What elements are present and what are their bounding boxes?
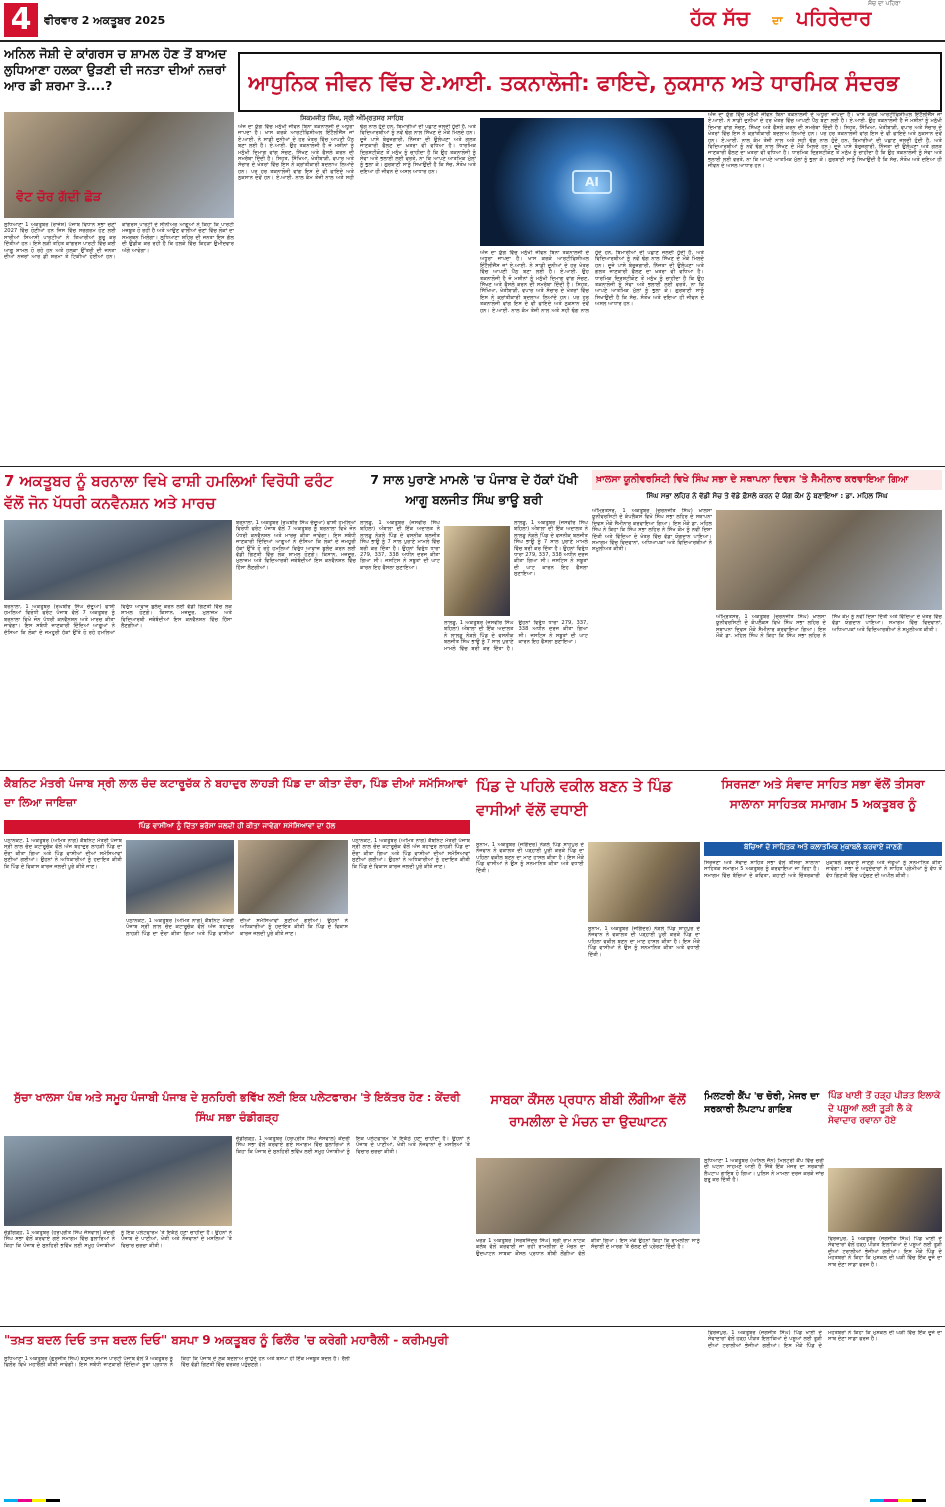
story6-headline: ਪਿੰਡ ਦੇ ਪਹਿਲੇ ਵਕੀਲ ਬਣਨ ਤੇ ਪਿੰਡ ਵਾਸੀਆਂ ਵੱਲੋਂ ਵਧਾਈ (476, 777, 673, 819)
issue-date: ਵੀਰਵਾਰ 2 ਅਕਤੂਬਰ 2025 (44, 14, 166, 27)
story1-headline: ਅਨਿਲ ਜੋਸ਼ੀ ਦੇ ਕਾਂਗਰਸ ਚ ਸ਼ਾਮਲ ਹੋਣ ਤੋਂ ਬਾਅਦ ਲੁਧਿਆਣਾ ਹਲਕਾ ਉੜਣੀ ਦੀ ਜਨਤਾ ਦੀਆਂ ਨਜ਼ਰਾਂ ਆਰ ਡੀ ਸ਼ਰਮਾ ਤੇ....? (4, 46, 227, 93)
story9-photo (476, 1158, 700, 1234)
feature-ai-chip (572, 170, 612, 194)
story7-subhead-band (704, 842, 942, 856)
registration-bar-left (4, 1492, 94, 1502)
story2-photo (4, 520, 232, 600)
story11-headline: ਪਿੰਡ ਖਾਈ ਤੋਂ ਹੜ੍ਹ ਪੀੜਤ ਇਲਾਕੇ ਦੇ ਪਸ਼ੂਆਂ ਲਈ ਤੂੜੀ ਲੈ ਕੇ ਸੇਵਾਦਾਰ ਰਵਾਨਾ ਹੋਏ (828, 1091, 941, 1126)
feature-ai-image (480, 118, 704, 246)
section-rule-2 (0, 770, 945, 771)
story1-photo (4, 112, 234, 218)
story1-body: ਲੁਧਿਆਣਾ 1 ਅਕਤੂਬਰ (ਰਾਜੇਸ਼) ਪੰਜਾਬ ਵਿਧਾਨ ਸਭਾ ਚੋਣਾਂ 2027 ਵਿੱਚ ਹੋਣੀਆਂ ਹਨ ਜਿਸ ਵਿੱਚ ਸਰਗਰਮ ਹੋਣ ਲਈ ਸਾਰੀਆਂ ਸਿਆਸੀ ਪਾਰਟੀਆਂ ਨੇ ਤਿਆਰੀਆਂ ਸ਼ੁਰੂ ਕਰ ਦਿੱਤੀਆਂ ਹਨ। ਇਸੇ ਲੜੀ ਤਹਿਤ ਕਾਂਗਰਸ ਪਾਰਟੀ ਵਿੱਚ ਕਈ ਆਗੂ ਸ਼ਾਮਲ ਹੋ ਰਹੇ ਹਨ ਅਤੇ ਹਲਕਾ ਉੱਤਰੀ ਦੀ ਜਨਤਾ ਦੀਆਂ ਨਜ਼ਰਾਂ ਆਰ ਡੀ ਸ਼ਰਮਾ ਤੇ ਟਿਕੀਆਂ ਹੋਈਆਂ ਹਨ। ਕਾਂਗਰਸ ਪਾਰਟੀ ਦੇ ਸੀਨੀਅਰ ਆਗੂਆਂ ਨੇ ਕਿਹਾ ਕਿ ਪਾਰਟੀ ਮਜ਼ਬੂਤ ਹੋ ਰਹੀ ਹੈ ਅਤੇ ਆਉਣ ਵਾਲੀਆਂ ਚੋਣਾਂ ਵਿੱਚ ਲੋਕਾਂ ਦਾ ਸਮਰਥਨ ਮਿਲੇਗਾ। ਲੁਧਿਆਣਾ ਸ਼ਹਿਰ ਦੀ ਜਨਤਾ ਇਸ ਗੱਲ ਦੀ ਉਡੀਕ ਕਰ ਰਹੀ ਹੈ ਕਿ ਹਲਕੇ ਵਿੱਚ ਕਿਹੜਾ ਉਮੀਦਵਾਰ ਅੱਗੇ ਆਵੇਗਾ। (4, 222, 234, 261)
story3-body-side: ਲਾਲੜੂ, 1 ਅਕਤੂਬਰ (ਜਸਵੀਰ ਸਿੰਘ ਬਹਿਲਾ) ਅੰਬਾਲਾ ਦੀ ਇੱਕ ਅਦਾਲਤ ਨੇ ਲਾਲੜੂ ਨੇੜਲੇ ਪਿੰਡ ਦੇ ਵਸਨੀਕ ਬਲਜੀਤ ਸਿੰਘ ਭਾਊ ਨੂੰ 7 ਸਾਲ ਪੁਰਾਣੇ ਮਾਮਲੇ ਵਿੱਚ ਬਰੀ ਕਰ ਦਿੱਤਾ ਹੈ। ਉਹਨਾਂ ਵਿਰੁੱਧ ਧਾਰਾ 279, 337, 338 ਅਧੀਨ ਦਰਜ ਕੀਤਾ ਗਿਆ ਸੀ। ਜਸਟਿਸ ਨੇ ਸਬੂਤਾਂ ਦੀ ਘਾਟ ਕਾਰਨ ਇਹ ਫੈਸਲਾ ਸੁਣਾਇਆ। (514, 520, 588, 578)
story4-body-cont: ਅੰਮ੍ਰਿਤਸਰ, 1 ਅਕਤੂਬਰ (ਚਰਨਜੀਤ ਸਿੰਘ) ਖ਼ਾਲਸਾ ਯੂਨੀਵਰਸਿਟੀ ਦੇ ਕੰਪਲੈਕਸ ਵਿਖੇ ਸਿੰਘ ਸਭਾ ਲਹਿਰ ਦੇ ਸਥਾਪਨਾ ਦਿਵਸ ਮੌਕੇ ਸੈਮੀਨਾਰ ਕਰਵਾਇਆ ਗਿਆ। ਇਸ ਮੌਕੇ ਡਾ. ਮਹਿਲ ਸਿੰਘ ਨੇ ਕਿਹਾ ਕਿ ਸਿੰਘ ਸਭਾ ਲਹਿਰ ਨੇ ਸਿੱਖ ਕੌਮ ਨੂੰ ਨਵੀਂ ਦਿਸ਼ਾ ਦਿੱਤੀ ਅਤੇ ਵਿੱਦਿਆ ਦੇ ਖੇਤਰ ਵਿੱਚ ਵੱਡਾ ਯੋਗਦਾਨ ਪਾਇਆ। ਸਮਾਗਮ ਵਿੱਚ ਵਿਦਵਾਨਾਂ, ਅਧਿਆਪਕਾਂ ਅਤੇ ਵਿਦਿਆਰਥੀਆਂ ਨੇ ਸ਼ਮੂਲੀਅਤ ਕੀਤੀ। (716, 614, 942, 640)
story11-body: ਫਿਰੋਜ਼ਪੁਰ, 1 ਅਕਤੂਬਰ (ਜਗਜੀਤ ਸਿੰਘ) ਪਿੰਡ ਖਾਈ ਦੇ ਸੇਵਾਦਾਰਾਂ ਵੱਲੋਂ ਹੜ੍ਹ ਪੀੜਤ ਇਲਾਕਿਆਂ ਦੇ ਪਸ਼ੂਆਂ ਲਈ ਤੂੜੀ ਦੀਆਂ ਟਰਾਲੀਆਂ ਭੇਜੀਆਂ ਗਈਆਂ। ਇਸ ਮੌਕੇ ਪਿੰਡ ਦੇ ਮੋਹਤਬਰਾਂ ਨੇ ਕਿਹਾ ਕਿ ਮੁਸ਼ਕਲ ਦੀ ਘੜੀ ਵਿੱਚ ਇੱਕ ਦੂਜੇ ਦਾ ਸਾਥ ਦੇਣਾ ਸਾਡਾ ਫਰਜ਼ ਹੈ। (828, 1236, 942, 1268)
story3-photo (444, 526, 510, 616)
story1-photo-caption: ਵੋਟ ਚੋਰ ਗੱਦੀ ਛੋੜ (16, 190, 102, 205)
story5-body-cont: ਪਠਾਨਕੋਟ, 1 ਅਕਤੂਬਰ (ਅਮਿਤ ਨਾਗ) ਕੈਬਨਿਟ ਮੰਤਰੀ ਪੰਜਾਬ ਸ੍ਰੀ ਲਾਲ ਚੰਦ ਕਟਾਰੂਚੱਕ ਵੱਲੋਂ ਅੱਜ ਬਹਾਦੁਰ ਲਾਹੜੀ ਪਿੰਡ ਦਾ ਦੌਰਾ ਕੀਤਾ ਗਿਆ ਅਤੇ ਪਿੰਡ ਵਾਸੀਆਂ ਦੀਆਂ ਸਮੱਸਿਆਵਾਂ ਸੁਣੀਆਂ ਗਈਆਂ। ਉਹਨਾਂ ਨੇ ਅਧਿਕਾਰੀਆਂ ਨੂੰ ਹਦਾਇਤ ਕੀਤੀ ਕਿ ਪਿੰਡ ਦੇ ਵਿਕਾਸ ਕਾਰਜ ਜਲਦੀ ਪੂਰੇ ਕੀਤੇ ਜਾਣ। (126, 918, 348, 937)
feature-body-right: ਅੱਜ ਦਾ ਯੁੱਗ ਵਿੱਚ ਮਨੁੱਖੀ ਜੀਵਨ ਬਿਨਾ ਤਕਨਾਲੋਜੀ ਦੇ ਅਧੂਰਾ ਜਾਪਦਾ ਹੈ। ਖਾਸ ਕਰਕੇ ਆਰਟੀਫਿਸ਼ੀਅਲ ਇੰਟੈਲੀਜੈਂਸ ਜਾਂ ਏ.ਆਈ. ਨੇ ਸਾਡੀ ਦੁਨੀਆਂ ਦੇ ਹਰ ਖੇਤਰ ਵਿੱਚ ਆਪਣੀ ਪੈਂਠ ਬਣਾ ਲਈ ਹੈ। ਏ.ਆਈ. ਉਹ ਤਕਨਾਲੋਜੀ ਹੈ ਜੋ ਮਸ਼ੀਨਾਂ ਨੂੰ ਮਨੁੱਖੀ ਦਿਮਾਗ ਵਾਂਗ ਸੋਚਣ, ਸਿੱਖਣ ਅਤੇ ਫੈਸਲੇ ਕਰਨ ਦੀ ਸਮਰੱਥਾ ਦਿੰਦੀ ਹੈ। ਸਿਹਤ, ਸਿੱਖਿਆ, ਖੇਤੀਬਾੜੀ, ਵਪਾਰ ਅਤੇ ਸੰਚਾਰ ਦੇ ਖੇਤਰਾਂ ਵਿੱਚ ਇਸ ਨੇ ਕ੍ਰਾਂਤੀਕਾਰੀ ਬਦਲਾਅ ਲਿਆਂਦੇ ਹਨ। ਪਰ ਹਰ ਤਕਨਾਲੋਜੀ ਵਾਂਗ ਇਸ ਦੇ ਵੀ ਫਾਇਦੇ ਅਤੇ ਨੁਕਸਾਨ ਦੋਵੇਂ ਹਨ। ਏ.ਆਈ. ਨਾਲ ਕੰਮ ਤੇਜ਼ੀ ਨਾਲ ਅਤੇ ਸਹੀ ਢੰਗ ਨਾਲ ਹੁੰਦੇ ਹਨ, ਬਿਮਾਰੀਆਂ ਦੀ ਪਛਾਣ ਜਲਦੀ ਹੁੰਦੀ ਹੈ, ਅਤੇ ਵਿਦਿਆਰਥੀਆਂ ਨੂੰ ਨਵੇਂ ਢੰਗ ਨਾਲ ਸਿੱਖਣ ਦੇ ਮੌਕੇ ਮਿਲਦੇ ਹਨ। ਦੂਜੇ ਪਾਸੇ ਬੇਰੁਜ਼ਗਾਰੀ, ਨਿੱਜਤਾ ਦੀ ਉਲੰਘਣਾ ਅਤੇ ਗਲਤ ਜਾਣਕਾਰੀ ਫੈਲਣ ਦਾ ਖ਼ਤਰਾ ਵੀ ਵਧਿਆ ਹੈ। ਧਾਰਮਿਕ ਦ੍ਰਿਸ਼ਟੀਕੋਣ ਤੋਂ ਮਨੁੱਖ ਨੂੰ ਚਾਹੀਦਾ ਹੈ ਕਿ ਉਹ ਤਕਨਾਲੋਜੀ ਨੂੰ ਸੇਵਾ ਅਤੇ ਭਲਾਈ ਲਈ ਵਰਤੇ, ਨਾ ਕਿ ਆਪਣੇ ਆਤਮਿਕ ਮੁੱਲਾਂ ਨੂੰ ਭੁਲਾ ਕੇ। ਗੁਰਬਾਣੀ ਸਾਨੂੰ ਸਿਖਾਉਂਦੀ ਹੈ ਕਿ ਸੱਚ, ਸੰਤੋਖ ਅਤੇ ਦਇਆ ਹੀ ਜੀਵਨ ਦੇ ਅਸਲ ਆਧਾਰ ਹਨ। (708, 112, 942, 170)
masthead-top: ਹੱਕ ਸੱਚ (690, 6, 750, 30)
feature-ai-label: AI (585, 175, 599, 189)
story8-body: ਚੰਡੀਗੜ੍ਹ, 1 ਅਕਤੂਬਰ (ਹਰਪ੍ਰੀਤ ਸਿੰਘ ਜੱਸੋਵਾਲ) ਕੇਂਦਰੀ ਸਿੰਘ ਸਭਾ ਵੱਲੋਂ ਕਰਵਾਏ ਗਏ ਸਮਾਗਮ ਵਿੱਚ ਬੁਲਾਰਿਆਂ ਨੇ ਕਿਹਾ ਕਿ ਪੰਜਾਬ ਦੇ ਸੁਨਹਿਰੀ ਭਵਿੱਖ ਲਈ ਸਮੂਹ ਪੰਜਾਬੀਆਂ ਨੂੰ ਇਕ ਪਲੇਟਫਾਰਮ 'ਤੇ ਇਕੱਠੇ ਹੋਣਾ ਚਾਹੀਦਾ ਹੈ। ਉਹਨਾਂ ਨੇ ਪੰਜਾਬ ਦੇ ਪਾਣੀਆਂ, ਖੇਤੀ ਅਤੇ ਨੌਜਵਾਨਾਂ ਦੇ ਮਸਲਿਆਂ 'ਤੇ ਵਿਚਾਰ ਚਰਚਾ ਕੀਤੀ। (4, 1230, 232, 1249)
story3-body: ਲਾਲੜੂ, 1 ਅਕਤੂਬਰ (ਜਸਵੀਰ ਸਿੰਘ ਬਹਿਲਾ) ਅੰਬਾਲਾ ਦੀ ਇੱਕ ਅਦਾਲਤ ਨੇ ਲਾਲੜੂ ਨੇੜਲੇ ਪਿੰਡ ਦੇ ਵਸਨੀਕ ਬਲਜੀਤ ਸਿੰਘ ਭਾਊ ਨੂੰ 7 ਸਾਲ ਪੁਰਾਣੇ ਮਾਮਲੇ ਵਿੱਚ ਬਰੀ ਕਰ ਦਿੱਤਾ ਹੈ। ਉਹਨਾਂ ਵਿਰੁੱਧ ਧਾਰਾ 279, 337, 338 ਅਧੀਨ ਦਰਜ ਕੀਤਾ ਗਿਆ ਸੀ। ਜਸਟਿਸ ਨੇ ਸਬੂਤਾਂ ਦੀ ਘਾਟ ਕਾਰਨ ਇਹ ਫੈਸਲਾ ਸੁਣਾਇਆ। (360, 520, 440, 571)
story3-headline: 7 ਸਾਲ ਪੁਰਾਣੇ ਮਾਮਲੇ 'ਚ ਪੰਜਾਬ ਦੇ ਹੱਕਾਂ ਪੱਖੀ ਆਗੂ ਬਲਜੀਤ ਸਿੰਘ ਭਾਊ ਬਰੀ (370, 472, 578, 507)
story12-side-col: ਫਿਰੋਜ਼ਪੁਰ, 1 ਅਕਤੂਬਰ (ਜਗਜੀਤ ਸਿੰਘ) ਪਿੰਡ ਖਾਈ ਦੇ ਸੇਵਾਦਾਰਾਂ ਵੱਲੋਂ ਹੜ੍ਹ ਪੀੜਤ ਇਲਾਕਿਆਂ ਦੇ ਪਸ਼ੂਆਂ ਲਈ ਤੂੜੀ ਦੀਆਂ ਟਰਾਲੀਆਂ ਭੇਜੀਆਂ ਗਈਆਂ। ਇਸ ਮੌਕੇ ਪਿੰਡ ਦੇ ਮੋਹਤਬਰਾਂ ਨੇ ਕਿਹਾ ਕਿ ਮੁਸ਼ਕਲ ਦੀ ਘੜੀ ਵਿੱਚ ਇੱਕ ਦੂਜੇ ਦਾ ਸਾਥ ਦੇਣਾ ਸਾਡਾ ਫਰਜ਼ ਹੈ। (708, 1330, 942, 1349)
story8-headline: ਸੁੱਚਾ ਖਾਲਸਾ ਪੰਥ ਅਤੇ ਸਮੂਹ ਪੰਜਾਬੀ ਪੰਜਾਬ ਦੇ ਸੁਨਹਿਰੀ ਭਵਿੱਖ ਲਈ ਇਕ ਪਲੇਟਫਾਰਮ 'ਤੇ ਇਕੱਤਰ ਹੋਣ : ਕੇਂਦਰੀ ਸਿੰਘ ਸਭਾ ਚੰਡੀਗੜ੍ਹ (13, 1091, 461, 1124)
story10-headline: ਮਿਲਟਰੀ ਕੈਂਪ 'ਚ ਚੋਰੀ, ਮੇਜਰ ਦਾ ਸਰਕਾਰੀ ਲੈਪਟਾਪ ਗਾਇਬ (704, 1091, 820, 1115)
story9-headline: ਸਾਬਕਾ ਕੌਂਸਲ ਪ੍ਰਧਾਨ ਬੀਬੀ ਲੌਂਗੀਆ ਵੱਲੋਂ ਰਾਮਲੀਲਾ ਦੇ ਮੰਚਨ ਦਾ ਉਦਘਾਟਨ (490, 1093, 686, 1130)
section-rule-3 (0, 1326, 945, 1327)
story6-body-cont: ਸੁਨਾਮ, 1 ਅਕਤੂਬਰ (ਜੋਗਿੰਦਰ) ਨੇੜਲੇ ਪਿੰਡ ਸ਼ਾਹਪੁਰ ਦੇ ਨੌਜਵਾਨ ਨੇ ਵਕਾਲਤ ਦੀ ਪੜ੍ਹਾਈ ਪੂਰੀ ਕਰਕੇ ਪਿੰਡ ਦਾ ਪਹਿਲਾ ਵਕੀਲ ਬਣਨ ਦਾ ਮਾਣ ਹਾਸਲ ਕੀਤਾ ਹੈ। ਇਸ ਮੌਕੇ ਪਿੰਡ ਵਾਸੀਆਂ ਨੇ ਉਸ ਨੂੰ ਸਨਮਾਨਿਤ ਕੀਤਾ ਅਤੇ ਵਧਾਈ ਦਿੱਤੀ। (588, 926, 700, 958)
story4-photo (716, 510, 942, 610)
story5-subhead-band (4, 820, 470, 834)
story2-headline: 7 ਅਕਤੂਬਰ ਨੂੰ ਬਰਨਾਲਾ ਵਿਖੇ ਫਾਸ਼ੀ ਹਮਲਿਆਂ ਵਿਰੋਧੀ ਫਰੰਟ ਵੱਲੋਂ ਜੋਨ ਪੱਧਰੀ ਕਨਵੈਨਸ਼ਨ ਅਤੇ ਮਾਰਚ (4, 472, 334, 512)
story4-body: ਅੰਮ੍ਰਿਤਸਰ, 1 ਅਕਤੂਬਰ (ਚਰਨਜੀਤ ਸਿੰਘ) ਖ਼ਾਲਸਾ ਯੂਨੀਵਰਸਿਟੀ ਦੇ ਕੰਪਲੈਕਸ ਵਿਖੇ ਸਿੰਘ ਸਭਾ ਲਹਿਰ ਦੇ ਸਥਾਪਨਾ ਦਿਵਸ ਮੌਕੇ ਸੈਮੀਨਾਰ ਕਰਵਾਇਆ ਗਿਆ। ਇਸ ਮੌਕੇ ਡਾ. ਮਹਿਲ ਸਿੰਘ ਨੇ ਕਿਹਾ ਕਿ ਸਿੰਘ ਸਭਾ ਲਹਿਰ ਨੇ ਸਿੱਖ ਕੌਮ ਨੂੰ ਨਵੀਂ ਦਿਸ਼ਾ ਦਿੱਤੀ ਅਤੇ ਵਿੱਦਿਆ ਦੇ ਖੇਤਰ ਵਿੱਚ ਵੱਡਾ ਯੋਗਦਾਨ ਪਾਇਆ। ਸਮਾਗਮ ਵਿੱਚ ਵਿਦਵਾਨਾਂ, ਅਧਿਆਪਕਾਂ ਅਤੇ ਵਿਦਿਆਰਥੀਆਂ ਨੇ ਸ਼ਮੂਲੀਅਤ ਕੀਤੀ। (592, 508, 712, 553)
story7-headline: ਸਿਰਜਣਾ ਅਤੇ ਸੰਵਾਦ ਸਾਹਿਤ ਸਭਾ ਵੱਲੋਂ ਤੀਸਰਾ ਸਾਲਾਨਾ ਸਾਹਿਤਕ ਸਮਾਗਮ 5 ਅਕਤੂਬਰ ਨੂੰ (721, 777, 925, 811)
story4-subhead: ਸਿੰਘ ਸਭਾ ਲਹਿਰ ਨੇ ਵੱਡੀ ਸੋਚ ਤੇ ਵੱਡੇ ਫ਼ੈਸਲੇ ਕਰਨ ਦੇ ਯੋਗ ਕੌਮ ਨੂੰ ਬਣਾਇਆ : ਡਾ. ਮਹਿਲ ਸਿੰਘ (646, 492, 888, 500)
story7-subhead: ਬੱਚਿਆਂ ਦੇ ਸਾਹਿਤਕ ਅਤੇ ਕਲਾਤਮਿਕ ਮੁਕਾਬਲੇ ਕਰਵਾਏ ਜਾਣਗੇ (744, 843, 902, 851)
story12-headline: "ਤਖ਼ਤ ਬਦਲ ਦਿਓ ਤਾਜ ਬਦਲ ਦਿਓ" ਬਸਪਾ 9 ਅਕਤੂਬਰ ਨੂੰ ਫਿਲੌਰ 'ਚ ਕਰੇਗੀ ਮਹਾਰੈਲੀ - ਕਰੀਮਪੁਰੀ (4, 1333, 449, 1347)
story10-body: ਲੁਧਿਆਣਾ 1 ਅਕਤੂਬਰ (ਅਨਿਲ ਜੈਨ) ਮਿਲਟਰੀ ਕੈਂਪ ਵਿੱਚ ਚੋਰੀ ਦੀ ਘਟਨਾ ਸਾਹਮਣੇ ਆਈ ਹੈ ਜਿੱਥੇ ਇੱਕ ਮੇਜਰ ਦਾ ਸਰਕਾਰੀ ਲੈਪਟਾਪ ਗਾਇਬ ਹੋ ਗਿਆ। ਪੁਲਿਸ ਨੇ ਮਾਮਲਾ ਦਰਜ ਕਰਕੇ ਜਾਂਚ ਸ਼ੁਰੂ ਕਰ ਦਿੱਤੀ ਹੈ। (704, 1158, 824, 1184)
story11-photo (828, 1168, 942, 1232)
header-rule (0, 40, 945, 42)
story12-body: ਲੁਧਿਆਣਾ 1 ਅਕਤੂਬਰ (ਗੁਰਜੀਤ ਸਿੰਘ) ਬਹੁਜਨ ਸਮਾਜ ਪਾਰਟੀ ਪੰਜਾਬ ਵੱਲੋਂ 9 ਅਕਤੂਬਰ ਨੂੰ ਫਿਲੌਰ ਵਿਖੇ ਮਹਾਰੈਲੀ ਕੀਤੀ ਜਾਵੇਗੀ। ਇਸ ਸਬੰਧੀ ਜਾਣਕਾਰੀ ਦਿੰਦਿਆਂ ਸੂਬਾ ਪ੍ਰਧਾਨ ਨੇ ਕਿਹਾ ਕਿ ਪੰਜਾਬ ਦੇ ਲੋਕ ਬਦਲਾਅ ਚਾਹੁੰਦੇ ਹਨ ਅਤੇ ਬਸਪਾ ਹੀ ਇੱਕ ਮਜ਼ਬੂਤ ਬਦਲ ਹੈ। ਰੈਲੀ ਵਿੱਚ ਵੱਡੀ ਗਿਣਤੀ ਵਿੱਚ ਵਰਕਰ ਪਹੁੰਚਣਗੇ। (4, 1356, 350, 1369)
story2-body-cont: ਬਰਨਾਲਾ, 1 ਅਕਤੂਬਰ (ਰਘਬੀਰ ਸਿੰਘ ਚੰਦੂਆ) ਫਾਸ਼ੀ ਹਮਲਿਆਂ ਵਿਰੋਧੀ ਫਰੰਟ ਪੰਜਾਬ ਵੱਲੋਂ 7 ਅਕਤੂਬਰ ਨੂੰ ਬਰਨਾਲਾ ਵਿਖੇ ਜੋਨ ਪੱਧਰੀ ਕਨਵੈਨਸ਼ਨ ਅਤੇ ਮਾਰਚ ਕੀਤਾ ਜਾਵੇਗਾ। ਇਸ ਸਬੰਧੀ ਜਾਣਕਾਰੀ ਦਿੰਦਿਆਂ ਆਗੂਆਂ ਨੇ ਦੱਸਿਆ ਕਿ ਲੋਕਾਂ ਦੇ ਜਮਹੂਰੀ ਹੱਕਾਂ ਉੱਤੇ ਹੋ ਰਹੇ ਹਮਲਿਆਂ ਵਿਰੁੱਧ ਆਵਾਜ਼ ਬੁਲੰਦ ਕਰਨ ਲਈ ਵੱਡੀ ਗਿਣਤੀ ਵਿੱਚ ਲੋਕ ਸ਼ਾਮਲ ਹੋਣਗੇ। ਕਿਸਾਨ, ਮਜ਼ਦੂਰ, ਮੁਲਾਜ਼ਮ ਅਤੇ ਵਿਦਿਆਰਥੀ ਜਥੇਬੰਦੀਆਂ ਇਸ ਕਨਵੈਨਸ਼ਨ ਵਿੱਚ ਹਿੱਸਾ ਲੈਣਗੀਆਂ। (236, 520, 356, 571)
story5-body-side: ਪਠਾਨਕੋਟ, 1 ਅਕਤੂਬਰ (ਅਮਿਤ ਨਾਗ) ਕੈਬਨਿਟ ਮੰਤਰੀ ਪੰਜਾਬ ਸ੍ਰੀ ਲਾਲ ਚੰਦ ਕਟਾਰੂਚੱਕ ਵੱਲੋਂ ਅੱਜ ਬਹਾਦੁਰ ਲਾਹੜੀ ਪਿੰਡ ਦਾ ਦੌਰਾ ਕੀਤਾ ਗਿਆ ਅਤੇ ਪਿੰਡ ਵਾਸੀਆਂ ਦੀਆਂ ਸਮੱਸਿਆਵਾਂ ਸੁਣੀਆਂ ਗਈਆਂ। ਉਹਨਾਂ ਨੇ ਅਧਿਕਾਰੀਆਂ ਨੂੰ ਹਦਾਇਤ ਕੀਤੀ ਕਿ ਪਿੰਡ ਦੇ ਵਿਕਾਸ ਕਾਰਜ ਜਲਦੀ ਪੂਰੇ ਕੀਤੇ ਜਾਣ। (352, 838, 470, 870)
story4-headline-band (592, 470, 942, 490)
feature-byline: ਸਿਕਮਜੀਤ ਸਿੰਘ, ਸ੍ਰੀ ਅੰਮ੍ਰਿਤਸਰ ਸਾਹਿਬ (300, 114, 404, 122)
story5-photo (126, 840, 234, 914)
masthead (690, 0, 942, 40)
page-number-badge (4, 3, 38, 37)
story5-headline: ਕੈਬਨਿਟ ਮੰਤਰੀ ਪੰਜਾਬ ਸ੍ਰੀ ਲਾਲ ਚੰਦ ਕਟਾਰੂਚੱਕ ਨੇ ਬਹਾਦੁਰ ਲਾਹੜੀ ਪਿੰਡ ਦਾ ਕੀਤਾ ਦੌਰਾ, ਪਿੰਡ ਦੀਆਂ ਸਮੱਸਿਆਵਾਂ ਦਾ ਲਿਆ ਜਾਇਜ਼ਾ (4, 777, 468, 809)
section-rule-1 (0, 466, 945, 467)
masthead-small: ਦਾ (772, 14, 783, 27)
feature-headline-box (238, 52, 942, 112)
feature-headline: ਆਧੁਨਿਕ ਜੀਵਨ ਵਿੱਚ ਏ.ਆਈ. ਤਕਨਾਲੋਜੀ: ਫਾਇਦੇ, ਨੁਕਸਾਨ ਅਤੇ ਧਾਰਮਿਕ ਸੰਦਰਭ (248, 71, 900, 95)
story2-body: ਬਰਨਾਲਾ, 1 ਅਕਤੂਬਰ (ਰਘਬੀਰ ਸਿੰਘ ਚੰਦੂਆ) ਫਾਸ਼ੀ ਹਮਲਿਆਂ ਵਿਰੋਧੀ ਫਰੰਟ ਪੰਜਾਬ ਵੱਲੋਂ 7 ਅਕਤੂਬਰ ਨੂੰ ਬਰਨਾਲਾ ਵਿਖੇ ਜੋਨ ਪੱਧਰੀ ਕਨਵੈਨਸ਼ਨ ਅਤੇ ਮਾਰਚ ਕੀਤਾ ਜਾਵੇਗਾ। ਇਸ ਸਬੰਧੀ ਜਾਣਕਾਰੀ ਦਿੰਦਿਆਂ ਆਗੂਆਂ ਨੇ ਦੱਸਿਆ ਕਿ ਲੋਕਾਂ ਦੇ ਜਮਹੂਰੀ ਹੱਕਾਂ ਉੱਤੇ ਹੋ ਰਹੇ ਹਮਲਿਆਂ ਵਿਰੁੱਧ ਆਵਾਜ਼ ਬੁਲੰਦ ਕਰਨ ਲਈ ਵੱਡੀ ਗਿਣਤੀ ਵਿੱਚ ਲੋਕ ਸ਼ਾਮਲ ਹੋਣਗੇ। ਕਿਸਾਨ, ਮਜ਼ਦੂਰ, ਮੁਲਾਜ਼ਮ ਅਤੇ ਵਿਦਿਆਰਥੀ ਜਥੇਬੰਦੀਆਂ ਇਸ ਕਨਵੈਨਸ਼ਨ ਵਿੱਚ ਹਿੱਸਾ ਲੈਣਗੀਆਂ। (4, 604, 232, 636)
feature-body-left: ਅੱਜ ਦਾ ਯੁੱਗ ਵਿੱਚ ਮਨੁੱਖੀ ਜੀਵਨ ਬਿਨਾ ਤਕਨਾਲੋਜੀ ਦੇ ਅਧੂਰਾ ਜਾਪਦਾ ਹੈ। ਖਾਸ ਕਰਕੇ ਆਰਟੀਫਿਸ਼ੀਅਲ ਇੰਟੈਲੀਜੈਂਸ ਜਾਂ ਏ.ਆਈ. ਨੇ ਸਾਡੀ ਦੁਨੀਆਂ ਦੇ ਹਰ ਖੇਤਰ ਵਿੱਚ ਆਪਣੀ ਪੈਂਠ ਬਣਾ ਲਈ ਹੈ। ਏ.ਆਈ. ਉਹ ਤਕਨਾਲੋਜੀ ਹੈ ਜੋ ਮਸ਼ੀਨਾਂ ਨੂੰ ਮਨੁੱਖੀ ਦਿਮਾਗ ਵਾਂਗ ਸੋਚਣ, ਸਿੱਖਣ ਅਤੇ ਫੈਸਲੇ ਕਰਨ ਦੀ ਸਮਰੱਥਾ ਦਿੰਦੀ ਹੈ। ਸਿਹਤ, ਸਿੱਖਿਆ, ਖੇਤੀਬਾੜੀ, ਵਪਾਰ ਅਤੇ ਸੰਚਾਰ ਦੇ ਖੇਤਰਾਂ ਵਿੱਚ ਇਸ ਨੇ ਕ੍ਰਾਂਤੀਕਾਰੀ ਬਦਲਾਅ ਲਿਆਂਦੇ ਹਨ। ਪਰ ਹਰ ਤਕਨਾਲੋਜੀ ਵਾਂਗ ਇਸ ਦੇ ਵੀ ਫਾਇਦੇ ਅਤੇ ਨੁਕਸਾਨ ਦੋਵੇਂ ਹਨ। ਏ.ਆਈ. ਨਾਲ ਕੰਮ ਤੇਜ਼ੀ ਨਾਲ ਅਤੇ ਸਹੀ ਢੰਗ ਨਾਲ ਹੁੰਦੇ ਹਨ, ਬਿਮਾਰੀਆਂ ਦੀ ਪਛਾਣ ਜਲਦੀ ਹੁੰਦੀ ਹੈ, ਅਤੇ ਵਿਦਿਆਰਥੀਆਂ ਨੂੰ ਨਵੇਂ ਢੰਗ ਨਾਲ ਸਿੱਖਣ ਦੇ ਮੌਕੇ ਮਿਲਦੇ ਹਨ। ਦੂਜੇ ਪਾਸੇ ਬੇਰੁਜ਼ਗਾਰੀ, ਨਿੱਜਤਾ ਦੀ ਉਲੰਘਣਾ ਅਤੇ ਗਲਤ ਜਾਣਕਾਰੀ ਫੈਲਣ ਦਾ ਖ਼ਤਰਾ ਵੀ ਵਧਿਆ ਹੈ। ਧਾਰਮਿਕ ਦ੍ਰਿਸ਼ਟੀਕੋਣ ਤੋਂ ਮਨੁੱਖ ਨੂੰ ਚਾਹੀਦਾ ਹੈ ਕਿ ਉਹ ਤਕਨਾਲੋਜੀ ਨੂੰ ਸੇਵਾ ਅਤੇ ਭਲਾਈ ਲਈ ਵਰਤੇ, ਨਾ ਕਿ ਆਪਣੇ ਆਤਮਿਕ ਮੁੱਲਾਂ ਨੂੰ ਭੁਲਾ ਕੇ। ਗੁਰਬਾਣੀ ਸਾਨੂੰ ਸਿਖਾਉਂਦੀ ਹੈ ਕਿ ਸੱਚ, ਸੰਤੋਖ ਅਤੇ ਦਇਆ ਹੀ ਜੀਵਨ ਦੇ ਅਸਲ ਆਧਾਰ ਹਨ। (238, 124, 476, 182)
story6-photo (588, 842, 700, 922)
story7-body: ਸਿਰਜਣਾ ਅਤੇ ਸੰਵਾਦ ਸਾਹਿਤ ਸਭਾ ਵੱਲੋਂ ਤੀਸਰਾ ਸਾਲਾਨਾ ਸਾਹਿਤਕ ਸਮਾਗਮ 5 ਅਕਤੂਬਰ ਨੂੰ ਕਰਵਾਇਆ ਜਾ ਰਿਹਾ ਹੈ। ਸਮਾਗਮ ਵਿੱਚ ਬੱਚਿਆਂ ਦੇ ਕਵਿਤਾ, ਕਹਾਣੀ ਅਤੇ ਚਿੱਤਰਕਾਰੀ ਮੁਕਾਬਲੇ ਕਰਵਾਏ ਜਾਣਗੇ ਅਤੇ ਜੇਤੂਆਂ ਨੂੰ ਸਨਮਾਨਿਤ ਕੀਤਾ ਜਾਵੇਗਾ। ਸਭਾ ਦੇ ਅਹੁਦੇਦਾਰਾਂ ਨੇ ਸਾਹਿਤ ਪ੍ਰੇਮੀਆਂ ਨੂੰ ਵੱਧ ਤੋਂ ਵੱਧ ਗਿਣਤੀ ਵਿੱਚ ਪਹੁੰਚਣ ਦੀ ਅਪੀਲ ਕੀਤੀ। (704, 860, 942, 879)
page-number: 4 (10, 3, 32, 37)
story3-body-cont: ਲਾਲੜੂ, 1 ਅਕਤੂਬਰ (ਜਸਵੀਰ ਸਿੰਘ ਬਹਿਲਾ) ਅੰਬਾਲਾ ਦੀ ਇੱਕ ਅਦਾਲਤ ਨੇ ਲਾਲੜੂ ਨੇੜਲੇ ਪਿੰਡ ਦੇ ਵਸਨੀਕ ਬਲਜੀਤ ਸਿੰਘ ਭਾਊ ਨੂੰ 7 ਸਾਲ ਪੁਰਾਣੇ ਮਾਮਲੇ ਵਿੱਚ ਬਰੀ ਕਰ ਦਿੱਤਾ ਹੈ। ਉਹਨਾਂ ਵਿਰੁੱਧ ਧਾਰਾ 279, 337, 338 ਅਧੀਨ ਦਰਜ ਕੀਤਾ ਗਿਆ ਸੀ। ਜਸਟਿਸ ਨੇ ਸਬੂਤਾਂ ਦੀ ਘਾਟ ਕਾਰਨ ਇਹ ਫੈਸਲਾ ਸੁਣਾਇਆ। (444, 620, 588, 652)
story5-subhead: ਪਿੰਡ ਵਾਸੀਆਂ ਨੂੰ ਦਿੱਤਾ ਭਰੋਸਾ ਜਲਦੀ ਹੀ ਕੀਤਾ ਜਾਵੇਗਾ ਸਮੱਸਿਆਵਾਂ ਦਾ ਹੱਲ (138, 821, 336, 830)
story5-photo-2 (238, 840, 348, 914)
story5-body: ਪਠਾਨਕੋਟ, 1 ਅਕਤੂਬਰ (ਅਮਿਤ ਨਾਗ) ਕੈਬਨਿਟ ਮੰਤਰੀ ਪੰਜਾਬ ਸ੍ਰੀ ਲਾਲ ਚੰਦ ਕਟਾਰੂਚੱਕ ਵੱਲੋਂ ਅੱਜ ਬਹਾਦੁਰ ਲਾਹੜੀ ਪਿੰਡ ਦਾ ਦੌਰਾ ਕੀਤਾ ਗਿਆ ਅਤੇ ਪਿੰਡ ਵਾਸੀਆਂ ਦੀਆਂ ਸਮੱਸਿਆਵਾਂ ਸੁਣੀਆਂ ਗਈਆਂ। ਉਹਨਾਂ ਨੇ ਅਧਿਕਾਰੀਆਂ ਨੂੰ ਹਦਾਇਤ ਕੀਤੀ ਕਿ ਪਿੰਡ ਦੇ ਵਿਕਾਸ ਕਾਰਜ ਜਲਦੀ ਪੂਰੇ ਕੀਤੇ ਜਾਣ। (4, 838, 122, 870)
masthead-tagline: ਸੱਚ ਦਾ ਪਹਿਰਾ (868, 0, 901, 7)
feature-body-bottom: ਅੱਜ ਦਾ ਯੁੱਗ ਵਿੱਚ ਮਨੁੱਖੀ ਜੀਵਨ ਬਿਨਾ ਤਕਨਾਲੋਜੀ ਦੇ ਅਧੂਰਾ ਜਾਪਦਾ ਹੈ। ਖਾਸ ਕਰਕੇ ਆਰਟੀਫਿਸ਼ੀਅਲ ਇੰਟੈਲੀਜੈਂਸ ਜਾਂ ਏ.ਆਈ. ਨੇ ਸਾਡੀ ਦੁਨੀਆਂ ਦੇ ਹਰ ਖੇਤਰ ਵਿੱਚ ਆਪਣੀ ਪੈਂਠ ਬਣਾ ਲਈ ਹੈ। ਏ.ਆਈ. ਉਹ ਤਕਨਾਲੋਜੀ ਹੈ ਜੋ ਮਸ਼ੀਨਾਂ ਨੂੰ ਮਨੁੱਖੀ ਦਿਮਾਗ ਵਾਂਗ ਸੋਚਣ, ਸਿੱਖਣ ਅਤੇ ਫੈਸਲੇ ਕਰਨ ਦੀ ਸਮਰੱਥਾ ਦਿੰਦੀ ਹੈ। ਸਿਹਤ, ਸਿੱਖਿਆ, ਖੇਤੀਬਾੜੀ, ਵਪਾਰ ਅਤੇ ਸੰਚਾਰ ਦੇ ਖੇਤਰਾਂ ਵਿੱਚ ਇਸ ਨੇ ਕ੍ਰਾਂਤੀਕਾਰੀ ਬਦਲਾਅ ਲਿਆਂਦੇ ਹਨ। ਪਰ ਹਰ ਤਕਨਾਲੋਜੀ ਵਾਂਗ ਇਸ ਦੇ ਵੀ ਫਾਇਦੇ ਅਤੇ ਨੁਕਸਾਨ ਦੋਵੇਂ ਹਨ। ਏ.ਆਈ. ਨਾਲ ਕੰਮ ਤੇਜ਼ੀ ਨਾਲ ਅਤੇ ਸਹੀ ਢੰਗ ਨਾਲ ਹੁੰਦੇ ਹਨ, ਬਿਮਾਰੀਆਂ ਦੀ ਪਛਾਣ ਜਲਦੀ ਹੁੰਦੀ ਹੈ, ਅਤੇ ਵਿਦਿਆਰਥੀਆਂ ਨੂੰ ਨਵੇਂ ਢੰਗ ਨਾਲ ਸਿੱਖਣ ਦੇ ਮੌਕੇ ਮਿਲਦੇ ਹਨ। ਦੂਜੇ ਪਾਸੇ ਬੇਰੁਜ਼ਗਾਰੀ, ਨਿੱਜਤਾ ਦੀ ਉਲੰਘਣਾ ਅਤੇ ਗਲਤ ਜਾਣਕਾਰੀ ਫੈਲਣ ਦਾ ਖ਼ਤਰਾ ਵੀ ਵਧਿਆ ਹੈ। ਧਾਰਮਿਕ ਦ੍ਰਿਸ਼ਟੀਕੋਣ ਤੋਂ ਮਨੁੱਖ ਨੂੰ ਚਾਹੀਦਾ ਹੈ ਕਿ ਉਹ ਤਕਨਾਲੋਜੀ ਨੂੰ ਸੇਵਾ ਅਤੇ ਭਲਾਈ ਲਈ ਵਰਤੇ, ਨਾ ਕਿ ਆਪਣੇ ਆਤਮਿਕ ਮੁੱਲਾਂ ਨੂੰ ਭੁਲਾ ਕੇ। ਗੁਰਬਾਣੀ ਸਾਨੂੰ ਸਿਖਾਉਂਦੀ ਹੈ ਕਿ ਸੱਚ, ਸੰਤੋਖ ਅਤੇ ਦਇਆ ਹੀ ਜੀਵਨ ਦੇ ਅਸਲ ਆਧਾਰ ਹਨ। (480, 250, 704, 314)
story9-body: ਖਰੜ 1 ਅਕਤੂਬਰ (ਸਰਬਜਿੰਦਰ ਸਿੰਘ) ਸ਼੍ਰੀ ਰਾਮ ਨਾਟਕ ਕਲੱਬ ਵੱਲੋਂ ਕਰਵਾਈ ਜਾ ਰਹੀ ਰਾਮਲੀਲਾ ਦੇ ਮੰਚਨ ਦਾ ਉਦਘਾਟਨ ਸਾਬਕਾ ਕੌਂਸਲ ਪ੍ਰਧਾਨ ਬੀਬੀ ਲੌਂਗੀਆ ਵੱਲੋਂ ਕੀਤਾ ਗਿਆ। ਇਸ ਮੌਕੇ ਉਹਨਾਂ ਕਿਹਾ ਕਿ ਰਾਮਲੀਲਾ ਸਾਨੂੰ ਸੱਚਾਈ ਦੇ ਮਾਰਗ 'ਤੇ ਚੱਲਣ ਦੀ ਪ੍ਰੇਰਣਾ ਦਿੰਦੀ ਹੈ। (476, 1238, 700, 1257)
story8-body-cont: ਚੰਡੀਗੜ੍ਹ, 1 ਅਕਤੂਬਰ (ਹਰਪ੍ਰੀਤ ਸਿੰਘ ਜੱਸੋਵਾਲ) ਕੇਂਦਰੀ ਸਿੰਘ ਸਭਾ ਵੱਲੋਂ ਕਰਵਾਏ ਗਏ ਸਮਾਗਮ ਵਿੱਚ ਬੁਲਾਰਿਆਂ ਨੇ ਕਿਹਾ ਕਿ ਪੰਜਾਬ ਦੇ ਸੁਨਹਿਰੀ ਭਵਿੱਖ ਲਈ ਸਮੂਹ ਪੰਜਾਬੀਆਂ ਨੂੰ ਇਕ ਪਲੇਟਫਾਰਮ 'ਤੇ ਇਕੱਠੇ ਹੋਣਾ ਚਾਹੀਦਾ ਹੈ। ਉਹਨਾਂ ਨੇ ਪੰਜਾਬ ਦੇ ਪਾਣੀਆਂ, ਖੇਤੀ ਅਤੇ ਨੌਜਵਾਨਾਂ ਦੇ ਮਸਲਿਆਂ 'ਤੇ ਵਿਚਾਰ ਚਰਚਾ ਕੀਤੀ। (236, 1136, 470, 1155)
story8-photo (4, 1136, 232, 1226)
story6-body: ਸੁਨਾਮ, 1 ਅਕਤੂਬਰ (ਜੋਗਿੰਦਰ) ਨੇੜਲੇ ਪਿੰਡ ਸ਼ਾਹਪੁਰ ਦੇ ਨੌਜਵਾਨ ਨੇ ਵਕਾਲਤ ਦੀ ਪੜ੍ਹਾਈ ਪੂਰੀ ਕਰਕੇ ਪਿੰਡ ਦਾ ਪਹਿਲਾ ਵਕੀਲ ਬਣਨ ਦਾ ਮਾਣ ਹਾਸਲ ਕੀਤਾ ਹੈ। ਇਸ ਮੌਕੇ ਪਿੰਡ ਵਾਸੀਆਂ ਨੇ ਉਸ ਨੂੰ ਸਨਮਾਨਿਤ ਕੀਤਾ ਅਤੇ ਵਧਾਈ ਦਿੱਤੀ। (476, 842, 584, 874)
story4-headline: ਖ਼ਾਲਸਾ ਯੂਨੀਵਰਸਿਟੀ ਵਿਖੇ ਸਿੰਘ ਸਭਾ ਦੇ ਸਥਾਪਨਾ ਦਿਵਸ 'ਤੇ ਸੈਮੀਨਾਰ ਕਰਵਾਇਆ ਗਿਆ (596, 474, 909, 485)
masthead-name: ਪਹਿਰੇਦਾਰ (796, 6, 872, 30)
registration-bar-right (870, 1492, 940, 1502)
